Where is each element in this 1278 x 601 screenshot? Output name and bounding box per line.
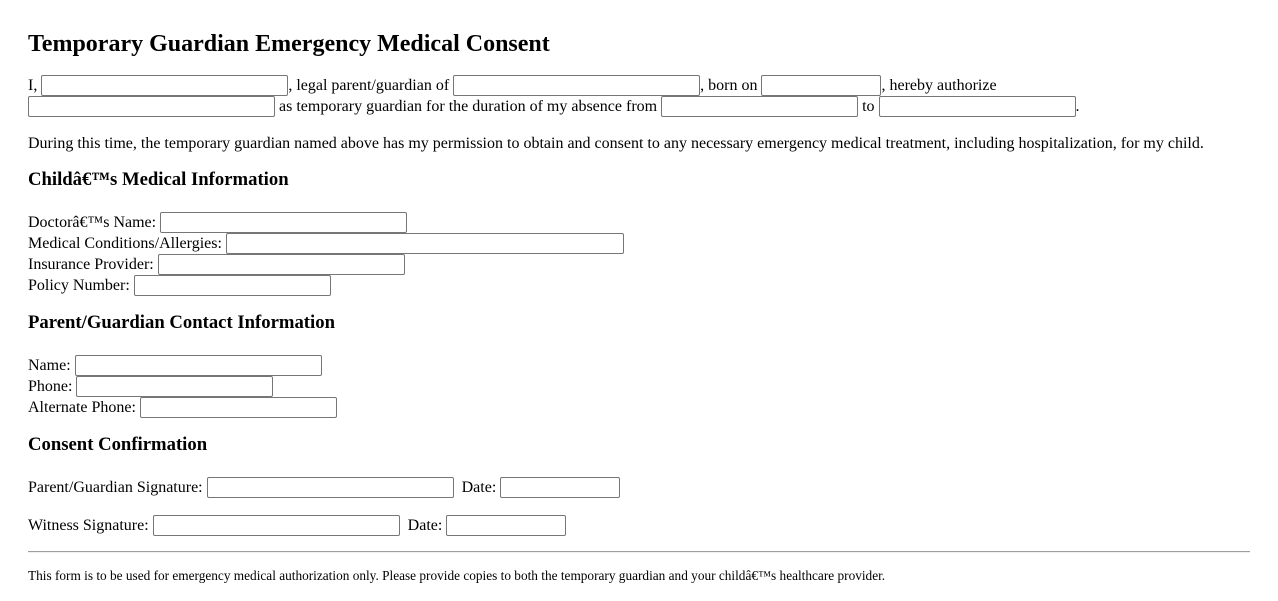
policy-number-label: Policy Number: bbox=[28, 277, 130, 294]
alternate-phone-row bbox=[28, 397, 1250, 418]
alternate-phone-input[interactable] bbox=[140, 397, 337, 418]
medical-conditions-input[interactable] bbox=[226, 233, 624, 254]
text-parent-of: , legal parent/guardian of bbox=[288, 77, 450, 94]
consent-form-page bbox=[28, 30, 1250, 583]
authorization-statement bbox=[28, 75, 1250, 117]
medical-conditions-label: Medical Conditions/Allergies: bbox=[28, 235, 222, 252]
insurance-provider-input[interactable] bbox=[158, 254, 405, 275]
policy-number-input[interactable] bbox=[134, 275, 331, 296]
witness-signature-input[interactable] bbox=[153, 515, 400, 536]
text-authorize: , hereby authorize bbox=[881, 77, 997, 94]
text-i: I, bbox=[28, 77, 38, 94]
permission-paragraph: During this time, the temporary guardian named above has my permission to obtain and consent to any necessary emergency medical treatment, including hospitalization, for my child. bbox=[28, 135, 1204, 152]
parent-signature-input[interactable] bbox=[207, 477, 454, 498]
text-guardian-for: as temporary guardian for the duration of my absence from bbox=[279, 98, 658, 115]
doctor-name-label: Doctorâ€™s Name: bbox=[28, 214, 157, 231]
contact-phone-row bbox=[28, 376, 1250, 397]
page-title: Temporary Guardian Emergency Medical Consent bbox=[28, 31, 550, 57]
contact-section-heading: Parent/Guardian Contact Information bbox=[28, 312, 335, 333]
text-to: to bbox=[862, 98, 875, 115]
witness-signature-date-label: Date: bbox=[407, 517, 443, 534]
witness-signature-label: Witness Signature: bbox=[28, 517, 149, 534]
contact-fields bbox=[28, 355, 1250, 418]
contact-name-row bbox=[28, 355, 1250, 376]
alternate-phone-label: Alternate Phone: bbox=[28, 399, 136, 416]
insurance-provider-label: Insurance Provider: bbox=[28, 256, 154, 273]
text-period: . bbox=[1075, 98, 1080, 115]
birth-date-input[interactable] bbox=[761, 75, 881, 96]
parent-signature-date-label: Date: bbox=[461, 479, 497, 496]
contact-name-input[interactable] bbox=[75, 355, 322, 376]
doctor-name-row bbox=[28, 212, 1250, 233]
text-born-on: , born on bbox=[700, 77, 758, 94]
medical-conditions-row bbox=[28, 233, 1250, 254]
witness-signature-date-input[interactable] bbox=[446, 515, 566, 536]
parent-name-input[interactable] bbox=[41, 75, 288, 96]
insurance-provider-row bbox=[28, 254, 1250, 275]
parent-signature-label: Parent/Guardian Signature: bbox=[28, 479, 203, 496]
doctor-name-input[interactable] bbox=[160, 212, 407, 233]
guardian-name-input[interactable] bbox=[28, 96, 275, 117]
contact-phone-input[interactable] bbox=[76, 376, 273, 397]
footer-divider bbox=[28, 551, 1250, 553]
witness-signature-row bbox=[28, 515, 1250, 536]
contact-name-label: Name: bbox=[28, 357, 71, 374]
medical-section-heading: Childâ€™s Medical Information bbox=[28, 169, 289, 190]
absence-from-input[interactable] bbox=[661, 96, 858, 117]
footer-note: This form is to be used for emergency medical authorization only. Please provide copies to both the temporary guardian and your childâ€™s healthcare provider. bbox=[28, 568, 886, 583]
parent-signature-row bbox=[28, 477, 1250, 498]
contact-phone-label: Phone: bbox=[28, 378, 73, 395]
medical-fields bbox=[28, 212, 1250, 296]
authorization-line-1 bbox=[28, 75, 1250, 96]
absence-to-input[interactable] bbox=[879, 96, 1076, 117]
consent-section-heading: Consent Confirmation bbox=[28, 434, 208, 455]
child-name-input[interactable] bbox=[453, 75, 700, 96]
parent-signature-date-input[interactable] bbox=[500, 477, 620, 498]
policy-number-row bbox=[28, 275, 1250, 296]
authorization-line-2 bbox=[28, 96, 1250, 117]
